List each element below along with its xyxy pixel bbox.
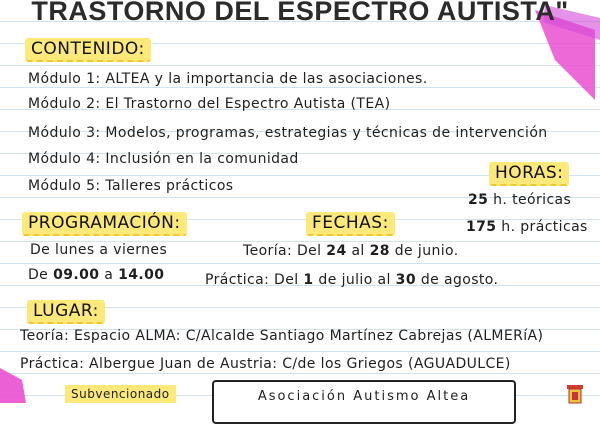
module-label: Módulo 5: <box>28 178 101 194</box>
module-text: El Trastorno del Espectro Autista (TEA) <box>105 96 391 112</box>
module-label: Módulo 3: <box>28 125 101 141</box>
fechas-practica-prefix: Práctica: Del <box>205 272 299 288</box>
fechas-practica-mid: de julio al <box>318 272 391 288</box>
horas-practicas <box>466 219 588 235</box>
fechas-teoria-prefix: Teoría: Del <box>243 243 322 259</box>
fechas-teoria-start: 24 <box>326 243 347 259</box>
lugar-heading: LUGAR: <box>27 300 105 324</box>
fechas-teoria <box>243 243 459 259</box>
fechas-practica-suffix: de agosto. <box>420 272 499 288</box>
module-1 <box>28 71 428 87</box>
horas-teoricas-num: 25 <box>468 192 489 208</box>
fechas-teoria-mid: al <box>351 243 365 259</box>
horas-heading: HORAS: <box>489 162 569 186</box>
module-4 <box>28 151 299 167</box>
module-label: Módulo 4: <box>28 151 101 167</box>
coat-of-arms-icon <box>562 383 588 407</box>
module-5 <box>28 178 233 194</box>
module-text: Modelos, programas, estrategias y técnicas de intervención <box>105 125 548 141</box>
lugar-teoria: Teoría: Espacio ALMA: C/Alcalde Santiago Martínez Cabrejas (ALMERíA) <box>20 328 544 344</box>
lugar-practica: Práctica: Albergue Juan de Austria: C/de los Griegos (AGUADULCE) <box>20 356 511 372</box>
horas-practicas-num: 175 <box>466 219 497 235</box>
subvencionado-label: Subvencionado <box>65 385 176 403</box>
horas-practicas-text: h. prácticas <box>501 219 588 235</box>
module-2 <box>28 96 390 112</box>
fechas-practica-start: 1 <box>303 272 314 288</box>
fechas-teoria-suffix: de junio. <box>394 243 459 259</box>
module-3 <box>28 125 548 141</box>
module-label: Módulo 2: <box>28 96 101 112</box>
time-prefix: De <box>28 267 49 283</box>
association-box-text: Asociación Autismo Altea <box>257 389 471 404</box>
time-mid: a <box>104 267 114 283</box>
time-start: 09.00 <box>53 267 100 283</box>
horas-teoricas-text: h. teóricas <box>493 192 572 208</box>
programacion-heading: PROGRAMACIÓN: <box>22 212 187 236</box>
fechas-teoria-end: 28 <box>369 243 390 259</box>
programacion-days: De lunes a viernes <box>30 242 168 258</box>
horas-teoricas <box>468 192 571 208</box>
time-end: 14.00 <box>118 267 165 283</box>
fechas-practica <box>205 272 498 288</box>
page-title: TRASTORNO DEL ESPECTRO AUTISTA" <box>31 0 569 26</box>
fechas-heading: FECHAS: <box>306 212 395 236</box>
module-text: Inclusión en la comunidad <box>105 151 299 167</box>
fechas-practica-end: 30 <box>395 272 416 288</box>
module-text: Talleres prácticos <box>105 178 234 194</box>
programacion-time <box>28 267 164 283</box>
module-label: Módulo 1: <box>28 71 101 87</box>
association-box <box>212 380 516 424</box>
module-text: ALTEA y la importancia de las asociaciones. <box>105 71 428 87</box>
contenido-heading: CONTENIDO: <box>25 38 151 62</box>
